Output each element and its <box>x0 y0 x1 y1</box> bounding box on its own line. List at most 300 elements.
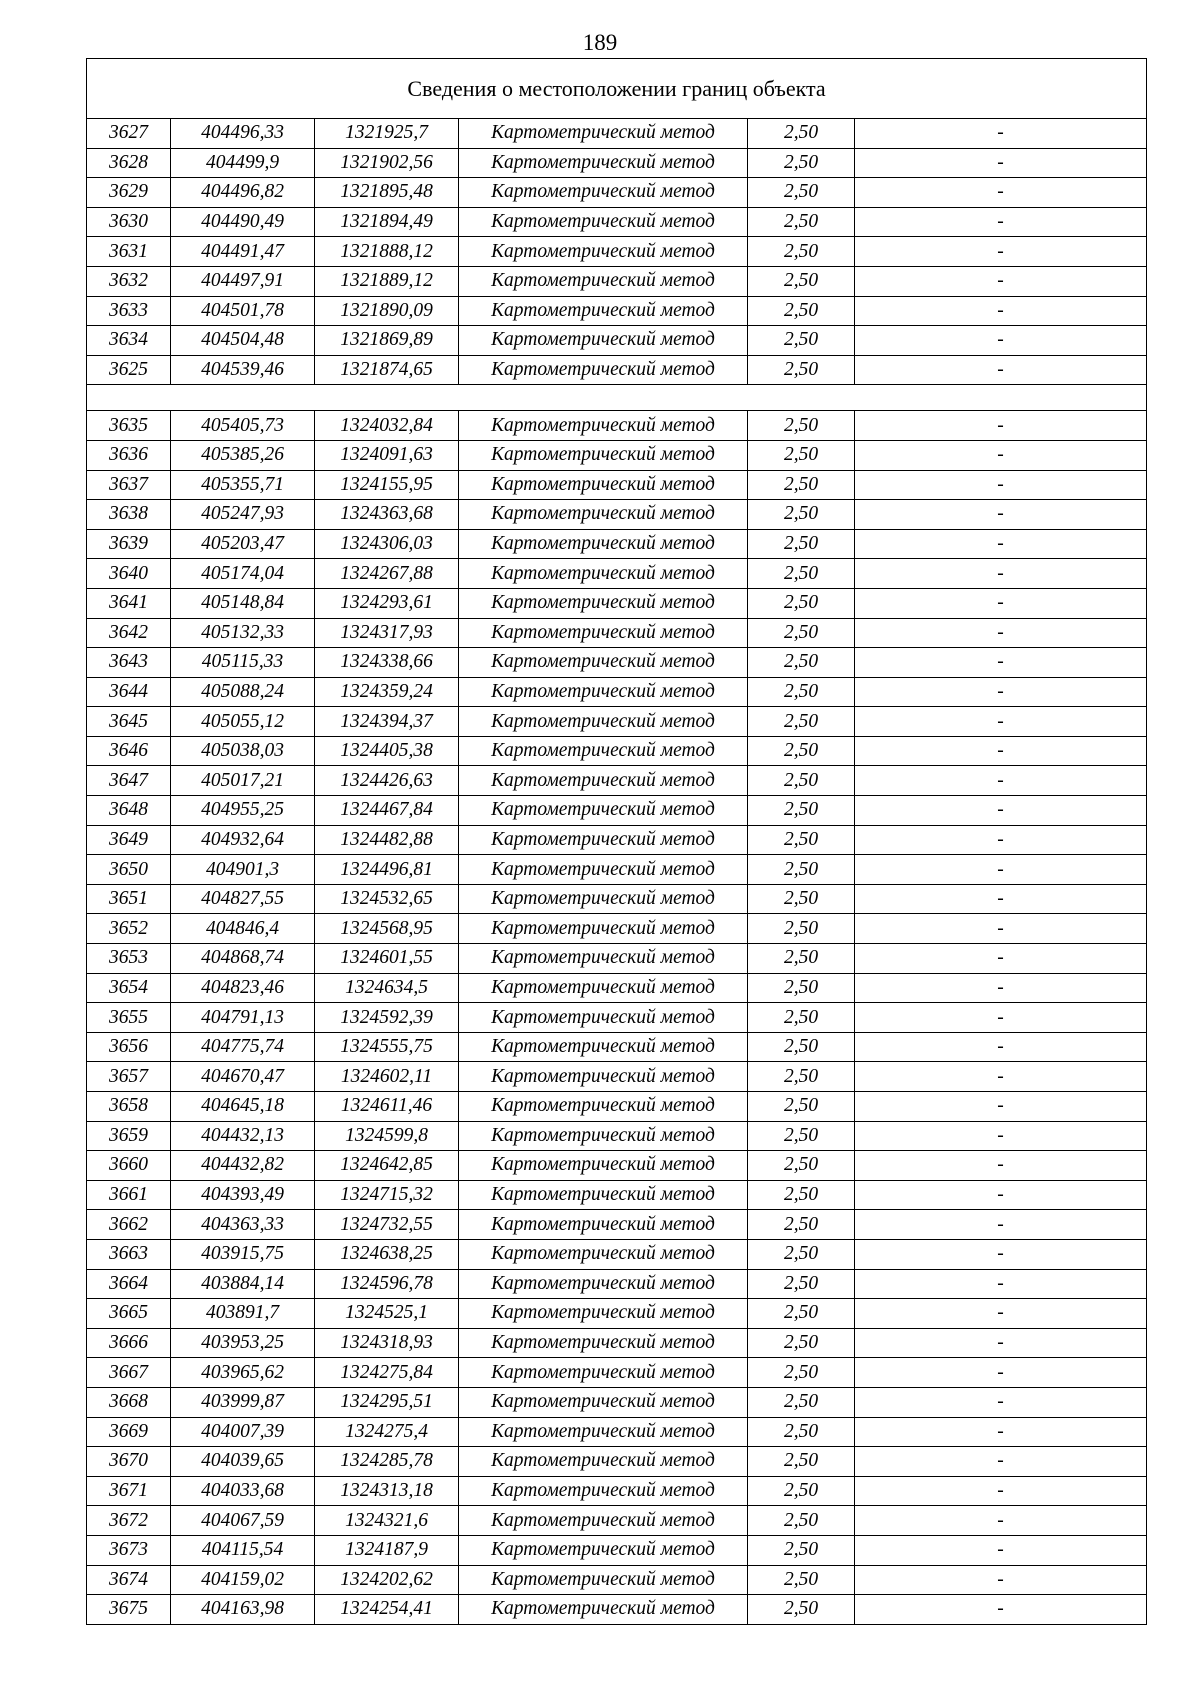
table-cell-x: 404007,39 <box>171 1417 315 1447</box>
table-cell-x: 404067,59 <box>171 1506 315 1536</box>
table-row <box>87 1239 1147 1269</box>
table-cell-id: 3648 <box>87 796 171 826</box>
table-cell-id: 3672 <box>87 1506 171 1536</box>
table-cell-x: 403915,75 <box>171 1239 315 1269</box>
table-cell-precision: 2,50 <box>748 500 855 530</box>
table-cell-x: 404501,78 <box>171 296 315 326</box>
table-row <box>87 1151 1147 1181</box>
table-cell-id: 3665 <box>87 1299 171 1329</box>
table-row <box>87 1358 1147 1388</box>
table-cell-precision: 2,50 <box>748 326 855 356</box>
table-cell-id: 3632 <box>87 266 171 296</box>
table-cell-id: 3664 <box>87 1269 171 1299</box>
table-cell-id: 3662 <box>87 1210 171 1240</box>
table-cell-x: 404497,91 <box>171 266 315 296</box>
table-cell-x: 403965,62 <box>171 1358 315 1388</box>
table-cell-desc: - <box>855 1417 1147 1447</box>
table-cell-method: Картометрический метод <box>459 266 748 296</box>
table-cell-desc: - <box>855 470 1147 500</box>
table-cell-desc: - <box>855 1032 1147 1062</box>
table-row <box>87 1092 1147 1122</box>
table-cell-x: 404901,3 <box>171 855 315 885</box>
table-cell-desc: - <box>855 944 1147 974</box>
table-cell-desc: - <box>855 855 1147 885</box>
table-cell-desc: - <box>855 237 1147 267</box>
table-cell-id: 3642 <box>87 618 171 648</box>
table-cell-desc: - <box>855 1595 1147 1625</box>
table-cell-desc: - <box>855 825 1147 855</box>
table-cell-id: 3651 <box>87 884 171 914</box>
table-cell-desc: - <box>855 1062 1147 1092</box>
table-cell-precision: 2,50 <box>748 148 855 178</box>
table-cell-id: 3666 <box>87 1328 171 1358</box>
table-row <box>87 1535 1147 1565</box>
table-cell-method: Картометрический метод <box>459 884 748 914</box>
table-cell-x: 403953,25 <box>171 1328 315 1358</box>
table-cell-desc: - <box>855 1299 1147 1329</box>
table-cell-x: 404846,4 <box>171 914 315 944</box>
table-cell-precision: 2,50 <box>748 618 855 648</box>
table-row <box>87 529 1147 559</box>
table-cell-method: Картометрический метод <box>459 796 748 826</box>
table-cell-y: 1324254,41 <box>315 1595 459 1625</box>
table-cell-id: 3649 <box>87 825 171 855</box>
table-cell-precision: 2,50 <box>748 914 855 944</box>
table-cell-x: 403884,14 <box>171 1269 315 1299</box>
table-cell-x: 404499,9 <box>171 148 315 178</box>
table-cell-precision: 2,50 <box>748 677 855 707</box>
table-cell-desc: - <box>855 266 1147 296</box>
table-cell-y: 1324642,85 <box>315 1151 459 1181</box>
table-cell-method: Картометрический метод <box>459 1032 748 1062</box>
table-cell-y: 1324611,46 <box>315 1092 459 1122</box>
table-cell-method: Картометрический метод <box>459 1210 748 1240</box>
table-cell-precision: 2,50 <box>748 237 855 267</box>
table-cell-id: 3670 <box>87 1447 171 1477</box>
table-cell-y: 1324496,81 <box>315 855 459 885</box>
table-cell-desc: - <box>855 618 1147 648</box>
table-cell-y: 1324275,84 <box>315 1358 459 1388</box>
table-cell-x: 404039,65 <box>171 1447 315 1477</box>
table-cell-method: Картометрический метод <box>459 500 748 530</box>
table-cell-id: 3650 <box>87 855 171 885</box>
table-cell-id: 3628 <box>87 148 171 178</box>
table-cell-desc: - <box>855 119 1147 149</box>
table-cell-x: 405017,21 <box>171 766 315 796</box>
table-cell-id: 3631 <box>87 237 171 267</box>
table-cell-precision: 2,50 <box>748 470 855 500</box>
table-cell-desc: - <box>855 1476 1147 1506</box>
table-cell-y: 1324317,93 <box>315 618 459 648</box>
table-cell-id: 3654 <box>87 973 171 1003</box>
table-cell-precision: 2,50 <box>748 1151 855 1181</box>
table-cell-y: 1324293,61 <box>315 588 459 618</box>
table-cell-precision: 2,50 <box>748 1180 855 1210</box>
table-cell-x: 404645,18 <box>171 1092 315 1122</box>
table-cell-precision: 2,50 <box>748 855 855 885</box>
table-cell-method: Картометрический метод <box>459 1506 748 1536</box>
table-cell-method: Картометрический метод <box>459 559 748 589</box>
table-row <box>87 1180 1147 1210</box>
table-cell-precision: 2,50 <box>748 1358 855 1388</box>
table-cell-desc: - <box>855 588 1147 618</box>
table-cell-precision: 2,50 <box>748 1210 855 1240</box>
table-cell-precision: 2,50 <box>748 736 855 766</box>
table-cell-x: 404163,98 <box>171 1595 315 1625</box>
table-row <box>87 588 1147 618</box>
table-cell-x: 404115,54 <box>171 1535 315 1565</box>
table-row <box>87 326 1147 356</box>
table-row <box>87 119 1147 149</box>
table-cell-id: 3667 <box>87 1358 171 1388</box>
table-cell-precision: 2,50 <box>748 1328 855 1358</box>
table-cell-method: Картометрический метод <box>459 1565 748 1595</box>
table-cell-desc: - <box>855 1535 1147 1565</box>
table-cell-y: 1324715,32 <box>315 1180 459 1210</box>
table-cell-id: 3643 <box>87 648 171 678</box>
table-cell-precision: 2,50 <box>748 1121 855 1151</box>
table-row <box>87 1032 1147 1062</box>
table-cell-method: Картометрический метод <box>459 1447 748 1477</box>
table-cell-id: 3637 <box>87 470 171 500</box>
table-cell-x: 405055,12 <box>171 707 315 737</box>
table-cell-method: Картометрический метод <box>459 296 748 326</box>
table-cell-desc: - <box>855 1447 1147 1477</box>
table-cell-precision: 2,50 <box>748 411 855 441</box>
table-cell-method: Картометрический метод <box>459 1239 748 1269</box>
table-cell-x: 405385,26 <box>171 440 315 470</box>
table-cell-precision: 2,50 <box>748 1565 855 1595</box>
table-cell-precision: 2,50 <box>748 1476 855 1506</box>
table-cell-method: Картометрический метод <box>459 148 748 178</box>
table-cell-id: 3655 <box>87 1003 171 1033</box>
table-cell-method: Картометрический метод <box>459 355 748 385</box>
table-row <box>87 1476 1147 1506</box>
table-cell-precision: 2,50 <box>748 1447 855 1477</box>
table-cell-desc: - <box>855 326 1147 356</box>
table-cell-desc: - <box>855 500 1147 530</box>
table-cell-desc: - <box>855 529 1147 559</box>
table-cell-id: 3646 <box>87 736 171 766</box>
table-cell-desc: - <box>855 207 1147 237</box>
table-cell-x: 404159,02 <box>171 1565 315 1595</box>
table-cell-id: 3634 <box>87 326 171 356</box>
table-row <box>87 796 1147 826</box>
table-row <box>87 618 1147 648</box>
table-cell-desc: - <box>855 1328 1147 1358</box>
table-cell-x: 404363,33 <box>171 1210 315 1240</box>
table-cell-method: Картометрический метод <box>459 1535 748 1565</box>
table-cell-x: 404033,68 <box>171 1476 315 1506</box>
table-cell-id: 3644 <box>87 677 171 707</box>
table-cell-y: 1324313,18 <box>315 1476 459 1506</box>
table-row <box>87 1387 1147 1417</box>
table-cell-desc: - <box>855 296 1147 326</box>
table-row <box>87 1269 1147 1299</box>
table-cell-desc: - <box>855 148 1147 178</box>
table-cell-method: Картометрический метод <box>459 1180 748 1210</box>
table-cell-id: 3653 <box>87 944 171 974</box>
table-cell-x: 405203,47 <box>171 529 315 559</box>
table-cell-id: 3674 <box>87 1565 171 1595</box>
table-cell-method: Картометрический метод <box>459 326 748 356</box>
table-row <box>87 1299 1147 1329</box>
table-row <box>87 825 1147 855</box>
table-cell-id: 3641 <box>87 588 171 618</box>
table-cell-precision: 2,50 <box>748 529 855 559</box>
table-cell-method: Картометрический метод <box>459 1062 748 1092</box>
table-row <box>87 178 1147 208</box>
table-cell-x: 404932,64 <box>171 825 315 855</box>
table-cell-desc: - <box>855 1506 1147 1536</box>
table-row <box>87 1565 1147 1595</box>
table-cell-method: Картометрический метод <box>459 411 748 441</box>
table-cell-method: Картометрический метод <box>459 766 748 796</box>
table-cell-y: 1324568,95 <box>315 914 459 944</box>
table-row <box>87 944 1147 974</box>
table-cell-y: 1324525,1 <box>315 1299 459 1329</box>
table-cell-method: Картометрический метод <box>459 973 748 1003</box>
table-cell-method: Картометрический метод <box>459 207 748 237</box>
table-cell-y: 1324467,84 <box>315 796 459 826</box>
table-cell-precision: 2,50 <box>748 1269 855 1299</box>
table-cell-method: Картометрический метод <box>459 1092 748 1122</box>
table-cell-y: 1321869,89 <box>315 326 459 356</box>
table-cell-y: 1324032,84 <box>315 411 459 441</box>
table-cell-precision: 2,50 <box>748 707 855 737</box>
table-cell-desc: - <box>855 914 1147 944</box>
table-row <box>87 855 1147 885</box>
table-cell-precision: 2,50 <box>748 207 855 237</box>
table-cell-id: 3636 <box>87 440 171 470</box>
table-cell-y: 1324318,93 <box>315 1328 459 1358</box>
table-cell-y: 1324187,9 <box>315 1535 459 1565</box>
table-cell-id: 3640 <box>87 559 171 589</box>
table-body <box>87 59 1147 1625</box>
table-cell-id: 3652 <box>87 914 171 944</box>
table-cell-y: 1324285,78 <box>315 1447 459 1477</box>
table-cell-id: 3638 <box>87 500 171 530</box>
table-cell-id: 3630 <box>87 207 171 237</box>
table-cell-desc: - <box>855 796 1147 826</box>
table-cell-y: 1324596,78 <box>315 1269 459 1299</box>
table-row <box>87 1447 1147 1477</box>
table-cell-precision: 2,50 <box>748 266 855 296</box>
table-row <box>87 1121 1147 1151</box>
table-cell-y: 1324532,65 <box>315 884 459 914</box>
table-cell-method: Картометрический метод <box>459 855 748 885</box>
table-row <box>87 1417 1147 1447</box>
table-cell-method: Картометрический метод <box>459 1299 748 1329</box>
table-cell-x: 404868,74 <box>171 944 315 974</box>
table-cell-desc: - <box>855 355 1147 385</box>
table-cell-precision: 2,50 <box>748 1595 855 1625</box>
table-cell-desc: - <box>855 677 1147 707</box>
table-cell-precision: 2,50 <box>748 973 855 1003</box>
table-cell-precision: 2,50 <box>748 1506 855 1536</box>
table-cell-id: 3657 <box>87 1062 171 1092</box>
table-cell-x: 404393,49 <box>171 1180 315 1210</box>
table-cell-desc: - <box>855 1151 1147 1181</box>
table-cell-id: 3673 <box>87 1535 171 1565</box>
table-cell-id: 3645 <box>87 707 171 737</box>
table-cell-method: Картометрический метод <box>459 440 748 470</box>
table-cell-method: Картометрический метод <box>459 1387 748 1417</box>
table-cell-y: 1321895,48 <box>315 178 459 208</box>
table-cell-desc: - <box>855 973 1147 1003</box>
table-cell-y: 1324482,88 <box>315 825 459 855</box>
table-cell-method: Картометрический метод <box>459 119 748 149</box>
table-cell-precision: 2,50 <box>748 296 855 326</box>
table-row <box>87 470 1147 500</box>
table-cell-desc: - <box>855 1180 1147 1210</box>
table-cell-precision: 2,50 <box>748 440 855 470</box>
table-row <box>87 1506 1147 1536</box>
page-number: 189 <box>582 30 618 55</box>
table-cell-desc: - <box>855 178 1147 208</box>
table-title-row <box>87 59 1147 119</box>
table-cell-y: 1324295,51 <box>315 1387 459 1417</box>
table-cell-method: Картометрический метод <box>459 736 748 766</box>
table-cell-x: 404670,47 <box>171 1062 315 1092</box>
table-cell-y: 1321902,56 <box>315 148 459 178</box>
table-row <box>87 296 1147 326</box>
table-row <box>87 648 1147 678</box>
table-cell-desc: - <box>855 559 1147 589</box>
table-cell-method: Картометрический метод <box>459 1269 748 1299</box>
table-cell-precision: 2,50 <box>748 796 855 826</box>
table-row <box>87 1210 1147 1240</box>
table-cell-x: 405148,84 <box>171 588 315 618</box>
table-cell-x: 405115,33 <box>171 648 315 678</box>
table-cell-id: 3625 <box>87 355 171 385</box>
table-cell-y: 1324306,03 <box>315 529 459 559</box>
table-cell-y: 1321889,12 <box>315 266 459 296</box>
table-cell-method: Картометрический метод <box>459 1121 748 1151</box>
table-cell-x: 404539,46 <box>171 355 315 385</box>
table-cell-x: 404490,49 <box>171 207 315 237</box>
table-row <box>87 207 1147 237</box>
table-cell-y: 1324359,24 <box>315 677 459 707</box>
table-cell-precision: 2,50 <box>748 178 855 208</box>
table-cell-x: 405088,24 <box>171 677 315 707</box>
table-cell-method: Картометрический метод <box>459 588 748 618</box>
table-row <box>87 355 1147 385</box>
table-row <box>87 1328 1147 1358</box>
table-row <box>87 973 1147 1003</box>
table-cell-desc: - <box>855 766 1147 796</box>
table-cell-precision: 2,50 <box>748 1417 855 1447</box>
table-cell-y: 1324405,38 <box>315 736 459 766</box>
table-cell-method: Картометрический метод <box>459 1328 748 1358</box>
table-cell-desc: - <box>855 1565 1147 1595</box>
table-cell-x: 405174,04 <box>171 559 315 589</box>
table-cell-desc: - <box>855 1269 1147 1299</box>
table-cell-id: 3656 <box>87 1032 171 1062</box>
table-cell-y: 1324602,11 <box>315 1062 459 1092</box>
table-cell-x: 404491,47 <box>171 237 315 267</box>
table-cell-method: Картометрический метод <box>459 178 748 208</box>
table-cell-method: Картометрический метод <box>459 914 748 944</box>
table-cell-x: 404496,33 <box>171 119 315 149</box>
table-cell-id: 3669 <box>87 1417 171 1447</box>
table-cell-y: 1324638,25 <box>315 1239 459 1269</box>
table-cell-precision: 2,50 <box>748 1239 855 1269</box>
table-cell-precision: 2,50 <box>748 119 855 149</box>
table-cell-precision: 2,50 <box>748 1003 855 1033</box>
table-cell-y: 1324555,75 <box>315 1032 459 1062</box>
table-row <box>87 559 1147 589</box>
table-cell-x: 404775,74 <box>171 1032 315 1062</box>
table-cell-y: 1324338,66 <box>315 648 459 678</box>
table-cell-desc: - <box>855 1358 1147 1388</box>
table-cell-y: 1324321,6 <box>315 1506 459 1536</box>
table-cell-y: 1324155,95 <box>315 470 459 500</box>
table-row <box>87 411 1147 441</box>
table-cell-x: 404432,82 <box>171 1151 315 1181</box>
table-cell-precision: 2,50 <box>748 944 855 974</box>
table-cell-desc: - <box>855 736 1147 766</box>
table-cell-method: Картометрический метод <box>459 707 748 737</box>
table-cell-id: 3635 <box>87 411 171 441</box>
table-cell-precision: 2,50 <box>748 1032 855 1062</box>
table-cell-desc: - <box>855 707 1147 737</box>
table-row <box>87 736 1147 766</box>
table-cell-id: 3671 <box>87 1476 171 1506</box>
table-cell-x: 404823,46 <box>171 973 315 1003</box>
table-cell-x: 405355,71 <box>171 470 315 500</box>
table-cell-id: 3633 <box>87 296 171 326</box>
table-cell-x: 404955,25 <box>171 796 315 826</box>
table-cell-precision: 2,50 <box>748 559 855 589</box>
table-cell-method: Картометрический метод <box>459 677 748 707</box>
table-cell-x: 404504,48 <box>171 326 315 356</box>
table-cell-desc: - <box>855 1121 1147 1151</box>
table-row <box>87 440 1147 470</box>
boundary-coordinates-table <box>86 58 1147 1625</box>
table-cell-precision: 2,50 <box>748 884 855 914</box>
table-cell-y: 1324426,63 <box>315 766 459 796</box>
table-cell-y: 1321888,12 <box>315 237 459 267</box>
table-cell-id: 3661 <box>87 1180 171 1210</box>
table-cell-y: 1324091,63 <box>315 440 459 470</box>
table-cell-precision: 2,50 <box>748 648 855 678</box>
table-cell-id: 3675 <box>87 1595 171 1625</box>
table-cell-x: 405405,73 <box>171 411 315 441</box>
table-cell-y: 1324275,4 <box>315 1417 459 1447</box>
table-cell-x: 403999,87 <box>171 1387 315 1417</box>
table-cell-precision: 2,50 <box>748 1062 855 1092</box>
table-cell-desc: - <box>855 648 1147 678</box>
table-cell-desc: - <box>855 440 1147 470</box>
table-row <box>87 677 1147 707</box>
table-row <box>87 766 1147 796</box>
table-row <box>87 1003 1147 1033</box>
table-cell-method: Картометрический метод <box>459 529 748 559</box>
table-cell-x: 404791,13 <box>171 1003 315 1033</box>
table-row <box>87 500 1147 530</box>
table-cell-x: 404827,55 <box>171 884 315 914</box>
table-row <box>87 237 1147 267</box>
table-cell-method: Картометрический метод <box>459 237 748 267</box>
table-cell-x: 404496,82 <box>171 178 315 208</box>
table-cell-id: 3629 <box>87 178 171 208</box>
table-cell-precision: 2,50 <box>748 1092 855 1122</box>
table-row <box>87 707 1147 737</box>
table-cell-method: Картометрический метод <box>459 1417 748 1447</box>
table-cell-id: 3639 <box>87 529 171 559</box>
table-cell-precision: 2,50 <box>748 825 855 855</box>
